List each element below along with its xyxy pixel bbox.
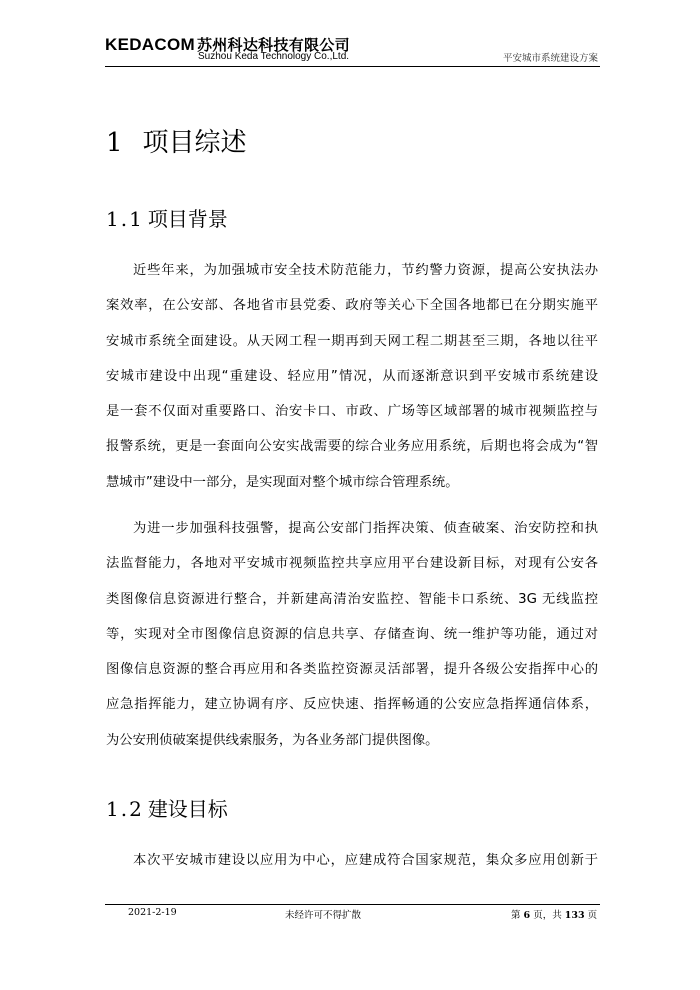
text-line: 报警系统，更是一套面向公安实战需要的综合业务应用系统，后期也将会成为“智 — [106, 439, 598, 455]
section-heading-1-2 — [106, 793, 228, 822]
section-title: 项目背景 — [147, 207, 228, 231]
paragraph-background-2 — [106, 511, 598, 758]
section-heading-1 — [106, 122, 247, 159]
logo-en: KEDACOM — [105, 35, 195, 54]
page-suffix: 页 — [587, 910, 598, 921]
text-line: 是一套不仅面对重要路口、治安卡口、市政、广场等区域部署的城市视频监控与 — [106, 404, 598, 420]
text-line: 安城市建设中出现“重建设、轻应用”情况，从而逐渐意识到平安城市系统建设 — [106, 368, 598, 384]
footer-notice: 未经许可不得扩散 — [285, 910, 362, 921]
page-number: 6 — [523, 910, 531, 921]
text-line: 应急指挥能力，建立协调有序、反应快速、指挥畅通的公安应急指挥通信体系， — [106, 697, 598, 713]
page-prefix: 第 — [511, 910, 521, 921]
section-title: 建设目标 — [147, 797, 228, 821]
page-total: 133 — [564, 910, 585, 921]
footer-date: 2021-2-19 — [128, 907, 177, 918]
text-line: 近些年来，为加强城市安全技术防范能力，节约警力资源，提高公安执法办 — [133, 263, 598, 278]
text-line: 慧城市”建设中一部分，是实现面对整个城市综合管理系统。 — [106, 474, 459, 490]
footer-divider — [105, 904, 600, 905]
page-header — [105, 34, 600, 66]
text-line: 本次平安城市建设以应用为中心，应建成符合国家规范，集众多应用创新于 — [133, 853, 598, 868]
paragraph-background-1 — [106, 253, 598, 500]
paragraph-goals-1 — [106, 843, 598, 878]
section-number: 1 — [106, 128, 123, 158]
logo-subtitle: Suzhou Keda Technology Co.,Ltd. — [198, 51, 350, 62]
text-line: 安城市系统全面建设。从天网工程一期再到天网工程二期甚至三期，各地以往平 — [106, 333, 598, 349]
document-title: 平安城市系统建设方案 — [502, 53, 598, 64]
section-title: 项目综述 — [142, 128, 247, 158]
logo-cn: 苏州科达科技有限公司 — [196, 36, 350, 54]
page-mid: 页，共 — [533, 910, 562, 921]
section-number: 1.1 — [106, 207, 144, 231]
text-line: 案效率，在公安部、各地省市县党委、政府等关心下全国各地都已在分期实施平 — [106, 298, 598, 314]
text-line: 为公安刑侦破案提供线索服务，为各业务部门提供图像。 — [106, 732, 439, 748]
section-number: 1.2 — [106, 797, 144, 821]
text-line: 等，实现对全市图像信息资源的信息共享、存储查询、统一维护等功能，通过对 — [106, 626, 598, 642]
text-line: 图像信息资源的整合再应用和各类监控资源灵活部署，提升各级公安指挥中心的 — [106, 662, 598, 678]
section-heading-1-1 — [106, 203, 228, 232]
text-line: 法监督能力，各地对平安城市视频监控共享应用平台建设新目标，对现有公安各 — [106, 556, 598, 572]
page-counter — [511, 907, 597, 921]
text-line: 为进一步加强科技强警，提高公安部门指挥决策、侦查破案、治安防控和执 — [133, 521, 598, 536]
header-divider — [105, 66, 600, 67]
text-line: 类图像信息资源进行整合，并新建高清治安监控、智能卡口系统、3G 无线监控 — [106, 591, 598, 607]
